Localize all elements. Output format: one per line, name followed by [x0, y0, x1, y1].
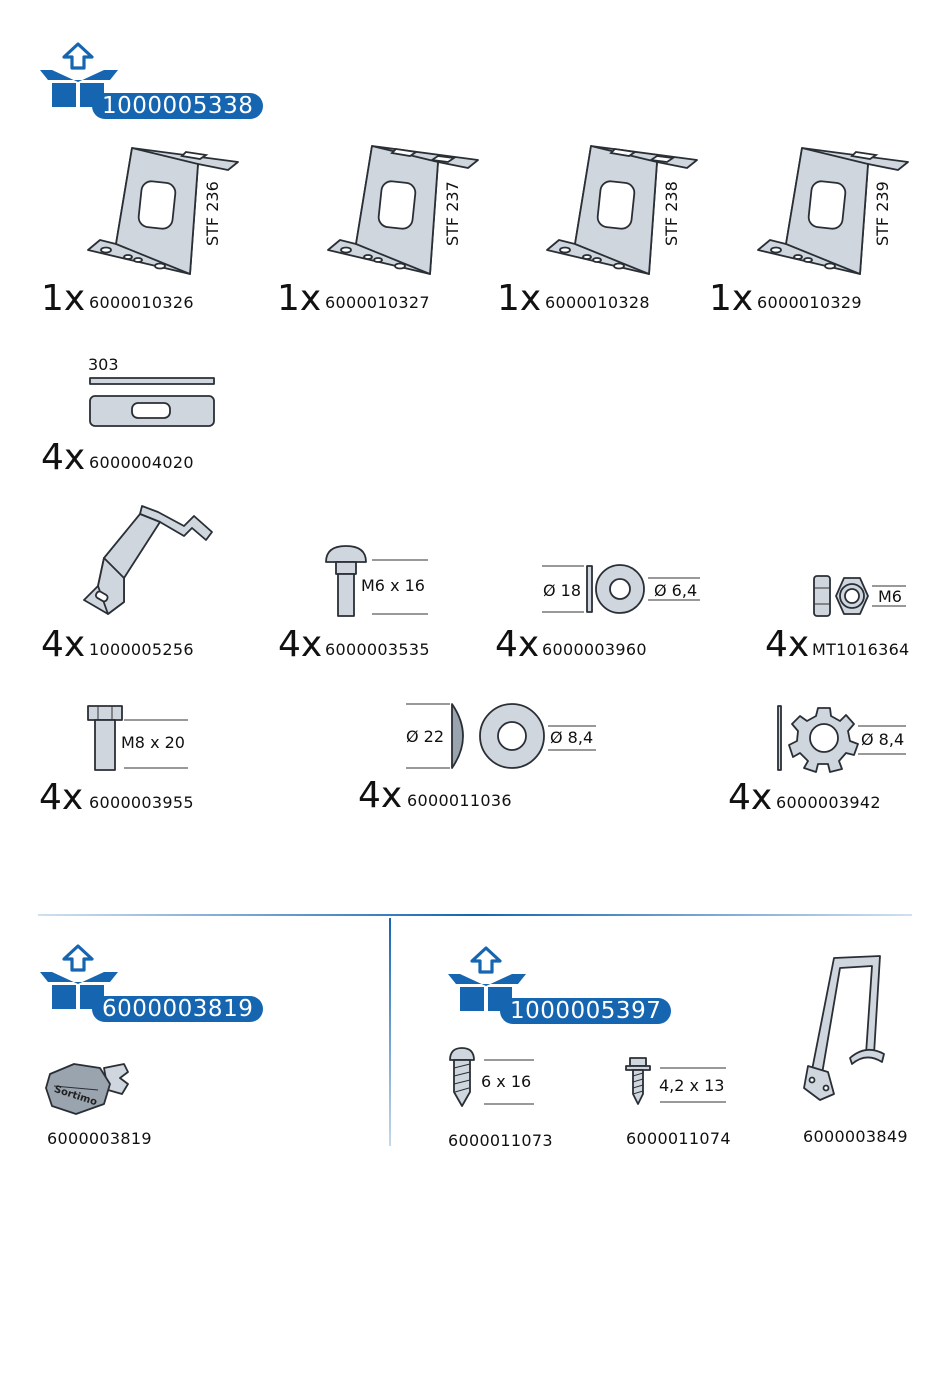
- quantity: 1x: [497, 278, 542, 319]
- inner-diameter-label: Ø 6,4: [654, 581, 698, 600]
- quantity: 4x: [278, 624, 323, 665]
- part-number: 6000011073: [448, 1131, 553, 1150]
- part-number: 6000003535: [325, 640, 430, 659]
- strap-bracket-image: [800, 954, 890, 1104]
- bracket-stf-239-image: [756, 142, 916, 282]
- inner-diameter-label: Ø 8,4: [861, 730, 905, 749]
- part-number: 1000005256: [89, 640, 194, 659]
- part-number: 6000011074: [626, 1129, 731, 1148]
- bracket-stf-236-image: [86, 142, 246, 282]
- quantity: 4x: [41, 624, 86, 665]
- section-divider-vertical: [389, 918, 392, 1146]
- part-number: 6000003819: [47, 1129, 152, 1148]
- outer-diameter-label: Ø 18: [543, 581, 582, 600]
- quantity: 4x: [41, 437, 86, 478]
- part-number: 6000010327: [325, 293, 430, 312]
- part-number: 6000004020: [89, 453, 194, 472]
- dimension-label: 6 x 16: [481, 1072, 532, 1091]
- plate-length-label: 303: [88, 355, 119, 374]
- part-number: 6000010326: [89, 293, 194, 312]
- quantity: 4x: [358, 775, 403, 816]
- dimension-label: M6: [878, 587, 902, 606]
- quantity: 1x: [41, 278, 86, 319]
- part-number: 6000010329: [757, 293, 862, 312]
- part-number: 6000003955: [89, 793, 194, 812]
- part-number: MT1016364: [812, 640, 910, 659]
- quantity: 4x: [728, 777, 773, 818]
- quantity: 4x: [39, 777, 84, 818]
- part-number: 6000010328: [545, 293, 650, 312]
- plate-image: [88, 376, 218, 432]
- quantity: 4x: [765, 624, 810, 665]
- kit-number-badge: 1000005338: [92, 93, 263, 119]
- bracket-label: STF 236: [203, 181, 222, 246]
- brand-text: Sortimo: [52, 1084, 99, 1109]
- bracket-label: STF 239: [873, 181, 892, 246]
- inner-diameter-label: Ø 8,4: [550, 728, 594, 747]
- bracket-stf-237-image: [326, 142, 486, 282]
- outer-diameter-label: Ø 22: [406, 727, 445, 746]
- quantity: 4x: [495, 624, 540, 665]
- part-number: 6000003849: [803, 1127, 908, 1146]
- z-bracket-image: [80, 502, 220, 618]
- part-number: 6000011036: [407, 791, 512, 810]
- quantity: 1x: [709, 278, 754, 319]
- quantity: 1x: [277, 278, 322, 319]
- dimension-label: M6 x 16: [361, 576, 425, 595]
- kit-number-badge: 6000003819: [92, 996, 263, 1022]
- part-number: 6000003942: [776, 793, 881, 812]
- bracket-stf-238-image: [545, 142, 705, 282]
- kit-number-badge: 1000005397: [500, 998, 671, 1024]
- dimension-label: M8 x 20: [121, 733, 185, 752]
- bracket-label: STF 238: [662, 181, 681, 246]
- bracket-label: STF 237: [443, 181, 462, 246]
- section-divider: [38, 914, 912, 918]
- dimension-label: 4,2 x 13: [659, 1076, 725, 1095]
- part-number: 6000003960: [542, 640, 647, 659]
